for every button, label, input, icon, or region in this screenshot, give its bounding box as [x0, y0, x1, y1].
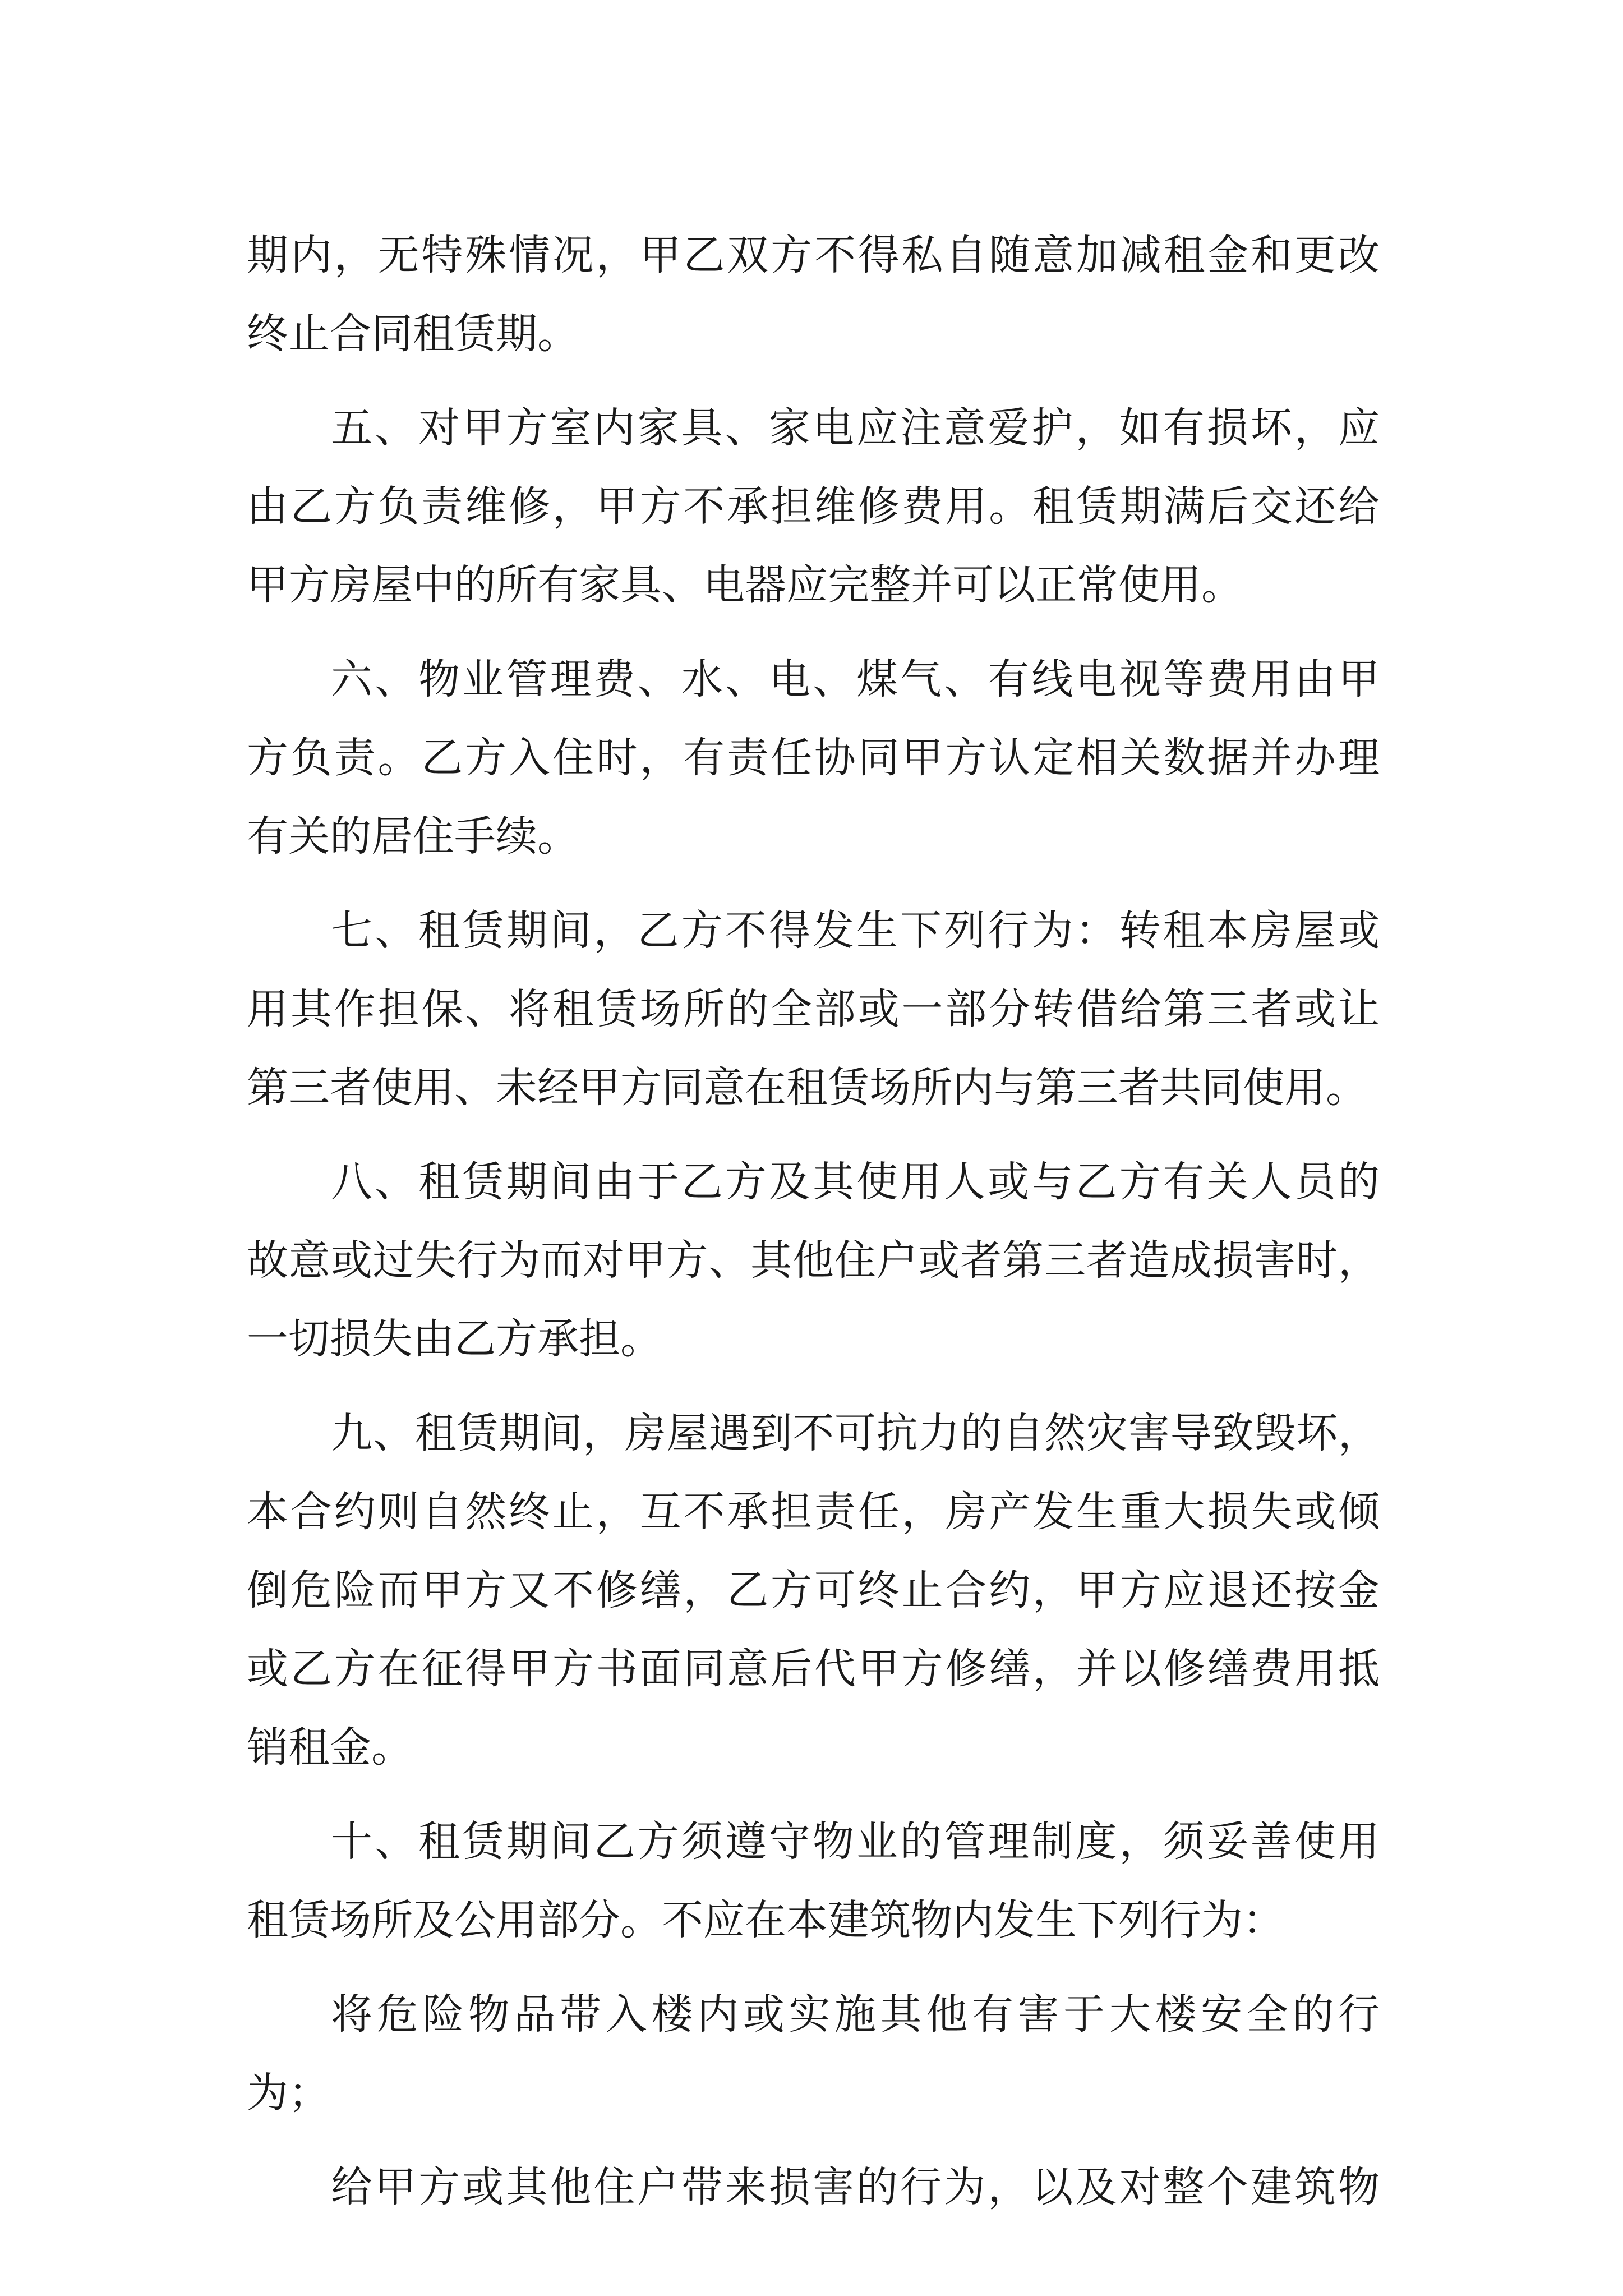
paragraph-8: [247, 1143, 1380, 1378]
paragraph-10-item-2: [247, 2148, 1380, 2226]
text-line: 七、租赁期间，乙方不得发生下列行为：转租本房屋或: [331, 907, 1380, 955]
document-body: [247, 216, 1380, 2226]
text-line: 期内，无特殊情况，甲乙双方不得私自随意加减租金和更改: [247, 231, 1380, 279]
paragraph-7: [247, 891, 1380, 1127]
paragraph-6: [247, 640, 1380, 876]
text-line: 五、对甲方室内家具、家电应注意爱护，如有损坏，应: [331, 404, 1380, 452]
text-line: 用其作担保、将租赁场所的全部或一部分转借给第三者或让: [247, 985, 1380, 1033]
paragraph-9: [247, 1394, 1380, 1787]
paragraph-5: [247, 389, 1380, 624]
text-line: 销租金。: [247, 1723, 413, 1772]
text-line: 将危险物品带入楼内或实施其他有害于大楼安全的行: [331, 1990, 1380, 2039]
paragraph-10: [247, 1802, 1380, 1959]
text-line: 八、租赁期间由于乙方及其使用人或与乙方有关人员的: [331, 1158, 1380, 1206]
text-line: 有关的居住手续。: [247, 812, 579, 861]
paragraph-4-continued: [247, 216, 1380, 373]
text-line: 一切损失由乙方承担。: [247, 1315, 662, 1363]
text-line: 本合约则自然终止，互不承担责任，房产发生重大损失或倾: [247, 1488, 1380, 1536]
text-line: 倒危险而甲方又不修缮，乙方可终止合约，甲方应退还按金: [247, 1566, 1380, 1614]
paragraph-10-item-1: [247, 1975, 1380, 2132]
text-line: 六、物业管理费、水、电、煤气、有线电视等费用由甲: [331, 655, 1380, 703]
text-line: 十、租赁期间乙方须遵守物业的管理制度，须妥善使用: [331, 1818, 1380, 1866]
text-line: 故意或过失行为而对甲方、其他住户或者第三者造成损害时，: [247, 1236, 1380, 1285]
text-line: 终止合同租赁期。: [247, 310, 579, 358]
text-line: 九、租赁期间，房屋遇到不可抗力的自然灾害导致毁坏，: [331, 1409, 1380, 1457]
text-line: 为；: [247, 2069, 330, 2117]
text-line: 甲方房屋中的所有家具、电器应完整并可以正常使用。: [247, 561, 1243, 609]
text-line: 方负责。乙方入住时，有责任协同甲方认定相关数据并办理: [247, 734, 1380, 782]
text-line: 给甲方或其他住户带来损害的行为，以及对整个建筑物: [331, 2163, 1380, 2211]
text-line: 租赁场所及公用部分。不应在本建筑物内发生下列行为：: [247, 1896, 1284, 1944]
text-line: 由乙方负责维修，甲方不承担维修费用。租赁期满后交还给: [247, 482, 1380, 531]
text-line: 第三者使用、未经甲方同意在租赁场所内与第三者共同使用。: [247, 1064, 1367, 1112]
text-line: 或乙方在征得甲方书面同意后代甲方修缮，并以修缮费用抵: [247, 1645, 1380, 1693]
